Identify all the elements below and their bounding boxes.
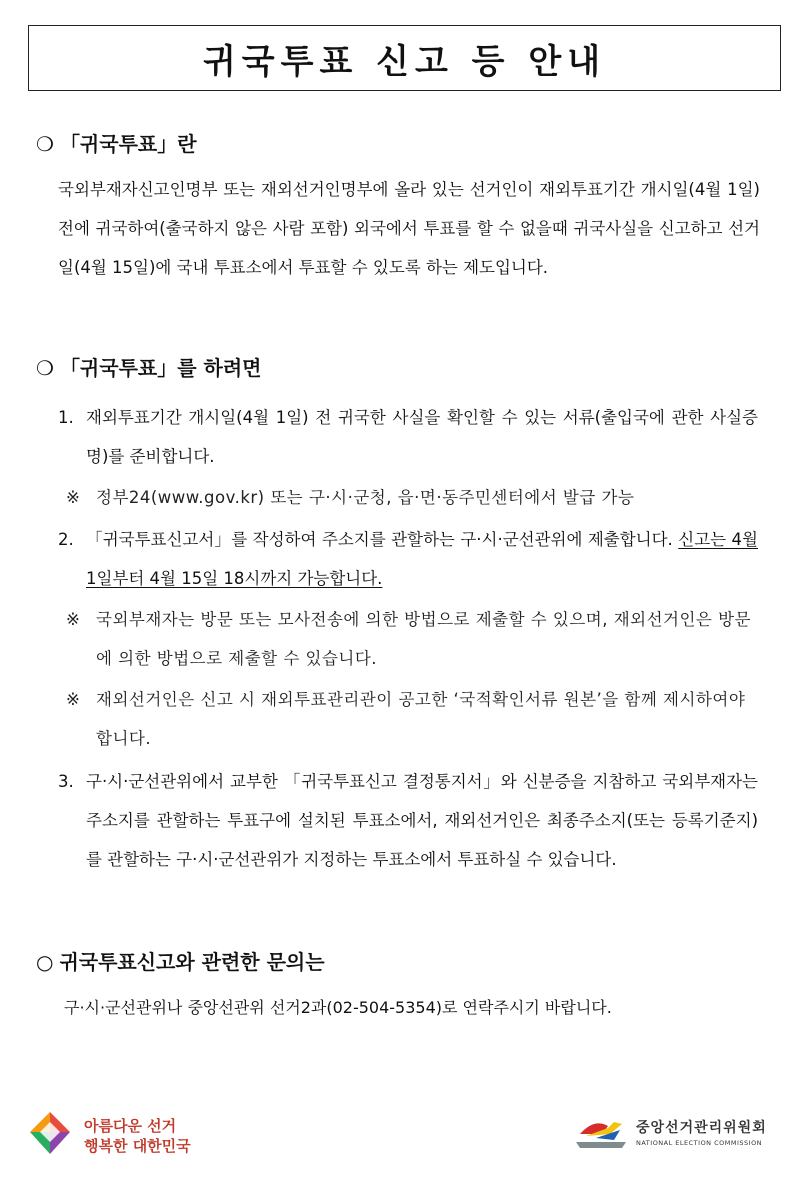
item-number: 3. <box>58 772 74 791</box>
page-title: 귀국투표 신고 등 안내 <box>202 41 607 82</box>
circle-bullet-icon: ❍ <box>36 356 54 380</box>
note-text: 국외부재자는 방문 또는 모사전송에 의한 방법으로 제출할 수 있으며, 재외선거인은 방문에 의한 방법으로 제출할 수 있습니다. <box>96 610 751 668</box>
circle-bullet-icon: ❍ <box>36 132 54 156</box>
deadline-underlined: 신고는 4월 1일부터 4월 15일 18시까지 가능합니다. <box>86 530 758 588</box>
commission-logo <box>574 1112 767 1152</box>
note-issuance <box>66 478 756 517</box>
item-text: 구·시·군선관위에서 교부한 「귀국투표신고 결정통지서」와 신분증을 지참하고 국외부재자는 주소지를 관할하는 투표구에 설치된 투표소에서, 재외선거인은 최종주소지(또는 등록기준지)를 관할하는 구·시·군선관위가 지정하는 투표소에서 투표하실 수 있습니다. <box>86 772 758 869</box>
slogan-text <box>84 1116 191 1156</box>
heading-text: 귀국투표신고와 관련한 문의는 <box>59 950 325 974</box>
heading-text: 「귀국투표」란 <box>59 132 197 156</box>
commission-emblem-icon <box>574 1112 628 1152</box>
inquiry-paragraph: 구·시·군선관위나 중앙선관위 선거2과(02-504-5354)로 연락주시기 바랍니다. <box>64 998 612 1017</box>
circle-bullet-icon: ○ <box>36 950 54 974</box>
note-submission <box>66 600 756 678</box>
section-heading-inquiry <box>36 946 325 975</box>
note-text: 정부24(www.gov.kr) 또는 구·시·군청, 읍·면·동주민센터에서 발급 가능 <box>96 488 635 507</box>
list-item-3 <box>58 762 758 879</box>
definition-paragraph: 국외부재자신고인명부 또는 재외선거인명부에 올라 있는 선거인이 재외투표기간 개시일(4월 1일) 전에 귀국하여(출국하지 않은 사람 포함) 외국에서 투표를 할 수 없을때 귀국사실을 신고하고 선거일(4월 15일)에 국내 투표소에서 투표할 수 있도록 하는 제도입니다. <box>58 180 760 277</box>
item-number: 2. <box>58 530 74 549</box>
diamond-logo-icon <box>26 1110 74 1162</box>
slogan-line-2: 행복한 대한민국 <box>84 1137 191 1155</box>
slogan-line-1: 아름다운 선거 <box>84 1117 177 1135</box>
item-text: 「귀국투표신고서」를 작성하여 주소지를 관할하는 구·시·군선관위에 제출합니다. <box>86 530 673 549</box>
reference-mark-icon: ※ <box>66 610 80 629</box>
note-nationality-docs <box>66 680 756 758</box>
title-box <box>28 25 781 91</box>
org-name: 중앙선거관리위원회 <box>636 1120 767 1136</box>
section-heading-how-to <box>36 352 261 381</box>
org-name-en: NATIONAL ELECTION COMMISSION <box>636 1139 763 1147</box>
slogan-logo <box>26 1110 191 1162</box>
reference-mark-icon: ※ <box>66 488 80 507</box>
item-number: 1. <box>58 408 74 427</box>
section-heading-what-is <box>36 128 197 157</box>
heading-text: 「귀국투표」를 하려면 <box>59 356 262 380</box>
reference-mark-icon: ※ <box>66 690 80 709</box>
list-item-1 <box>58 398 758 476</box>
item-text: 재외투표기간 개시일(4월 1일) 전 귀국한 사실을 확인할 수 있는 서류(출입국에 관한 사실증명)를 준비합니다. <box>86 408 758 466</box>
note-text: 재외선거인은 신고 시 재외투표관리관이 공고한 ‘국적확인서류 원본’을 함께 제시하여야 합니다. <box>96 690 746 748</box>
list-item-2 <box>58 520 758 598</box>
